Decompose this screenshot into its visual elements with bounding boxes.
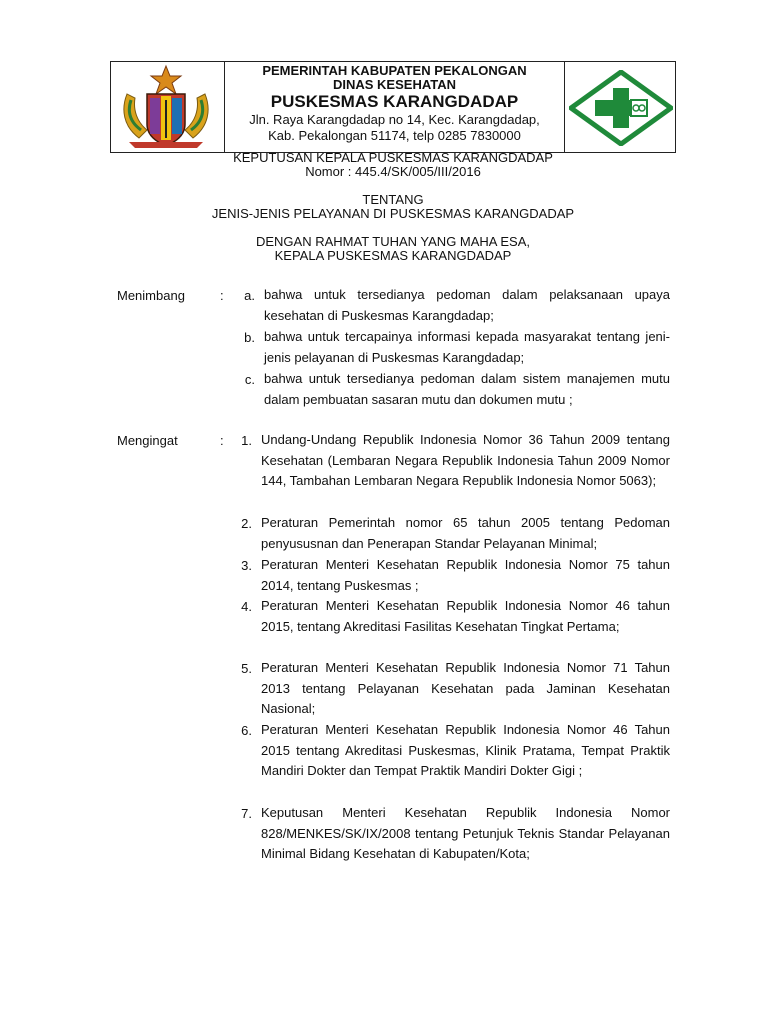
- puskesmas-cross-logo-icon: [569, 70, 673, 146]
- list-marker: 2.: [241, 516, 252, 531]
- list-item: Peraturan Pemerintah nomor 65 tahun 2005 tentang Pedoman penyususnan dan Penerapan Standar Pelayanan Minimal;: [261, 515, 670, 551]
- decree-number: Nomor : 445.4/SK/005/III/2016: [305, 164, 481, 179]
- puskesmas-name: PUSKESMAS KARANGDADAP: [270, 92, 519, 111]
- regency-emblem-icon: [117, 64, 215, 150]
- list-item: Peraturan Menteri Kesehatan Republik Indonesia Nomor 75 tahun 2014, tentang Puskesmas ;: [261, 557, 670, 593]
- menimbang-label: Menimbang: [117, 288, 185, 303]
- government-name: PEMERINTAH KABUPATEN PEKALONGAN: [262, 63, 527, 78]
- list-item: Keputusan Menteri Kesehatan Republik Indonesia Nomor 828/MENKES/SK/IX/2008 tentang Petunjuk Teknis Standar Pelayanan Minimal Bidang Kesehatan di Kabupaten/Kota;: [261, 805, 670, 862]
- letterhead: [110, 61, 676, 153]
- list-item: bahwa untuk tercapainya informasi kepada masyarakat tentang jeni-jenis pelayanan di Puskesmas Karangdadap;: [264, 329, 670, 365]
- list-marker: 5.: [241, 661, 252, 676]
- about-heading: TENTANG: [362, 192, 424, 207]
- address-line: Kab. Pekalongan 51174, telp 0285 7830000: [268, 128, 521, 143]
- address-line: Jln. Raya Karangdadap no 14, Kec. Karangdadap,: [249, 112, 540, 127]
- mengingat-label: Mengingat: [117, 433, 178, 448]
- agency-name: DINAS KESEHATAN: [332, 77, 457, 92]
- list-item: Peraturan Menteri Kesehatan Republik Indonesia Nomor 46 Tahun 2015 tentang Akreditasi Puskesmas, Klinik Pratama, Tempat Praktik Mandiri Dokter dan Tempat Praktik Mandiri Dokter Gigi ;: [261, 722, 670, 779]
- list-item: Peraturan Menteri Kesehatan Republik Indonesia Nomor 46 tahun 2015, tentang Akreditasi Fasilitas Kesehatan Tingkat Pertama;: [261, 598, 670, 634]
- list-item: bahwa untuk tersedianya pedoman dalam sistem manajemen mutu dalam pembuatan sasaran mutu dan dokumen mutu ;: [264, 371, 670, 407]
- list-marker: b.: [244, 330, 255, 345]
- list-marker: c.: [244, 372, 255, 387]
- list-item: Undang-Undang Republik Indonesia Nomor 36 Tahun 2009 tentang Kesehatan (Lembaran Negara Republik Indonesia Tahun 2009 Nomor 144, Tambahan Lembaran Negara Republik Indonesia Nomor 5063);: [261, 432, 670, 489]
- letterhead-text: [225, 62, 564, 144]
- list-marker: 4.: [241, 599, 252, 614]
- decree-subject: JENIS-JENIS PELAYANAN DI PUSKESMAS KARANGDADAP: [211, 206, 575, 221]
- section-colon: :: [220, 288, 224, 303]
- list-marker: 3.: [241, 558, 252, 573]
- list-marker: a.: [244, 288, 255, 303]
- decree-title: KEPUTUSAN KEPALA PUSKESMAS KARANGDADAP: [233, 150, 553, 165]
- list-item: bahwa untuk tersedianya pedoman dalam pelaksanaan upaya kesehatan di Puskesmas Karangdadap;: [264, 287, 670, 323]
- letterhead-divider: [564, 62, 565, 152]
- grace-statement: DENGAN RAHMAT TUHAN YANG MAHA ESA,: [255, 234, 530, 249]
- list-marker: 1.: [241, 433, 252, 448]
- list-item: Peraturan Menteri Kesehatan Republik Indonesia Nomor 71 Tahun 2013 tentang Pelayanan Kesehatan pada Jaminan Kesehatan Nasional;: [261, 660, 670, 717]
- head-title: KEPALA PUSKESMAS KARANGDADAP: [274, 248, 512, 263]
- list-marker: 7.: [241, 806, 252, 821]
- section-colon: :: [220, 433, 224, 448]
- list-marker: 6.: [241, 723, 252, 738]
